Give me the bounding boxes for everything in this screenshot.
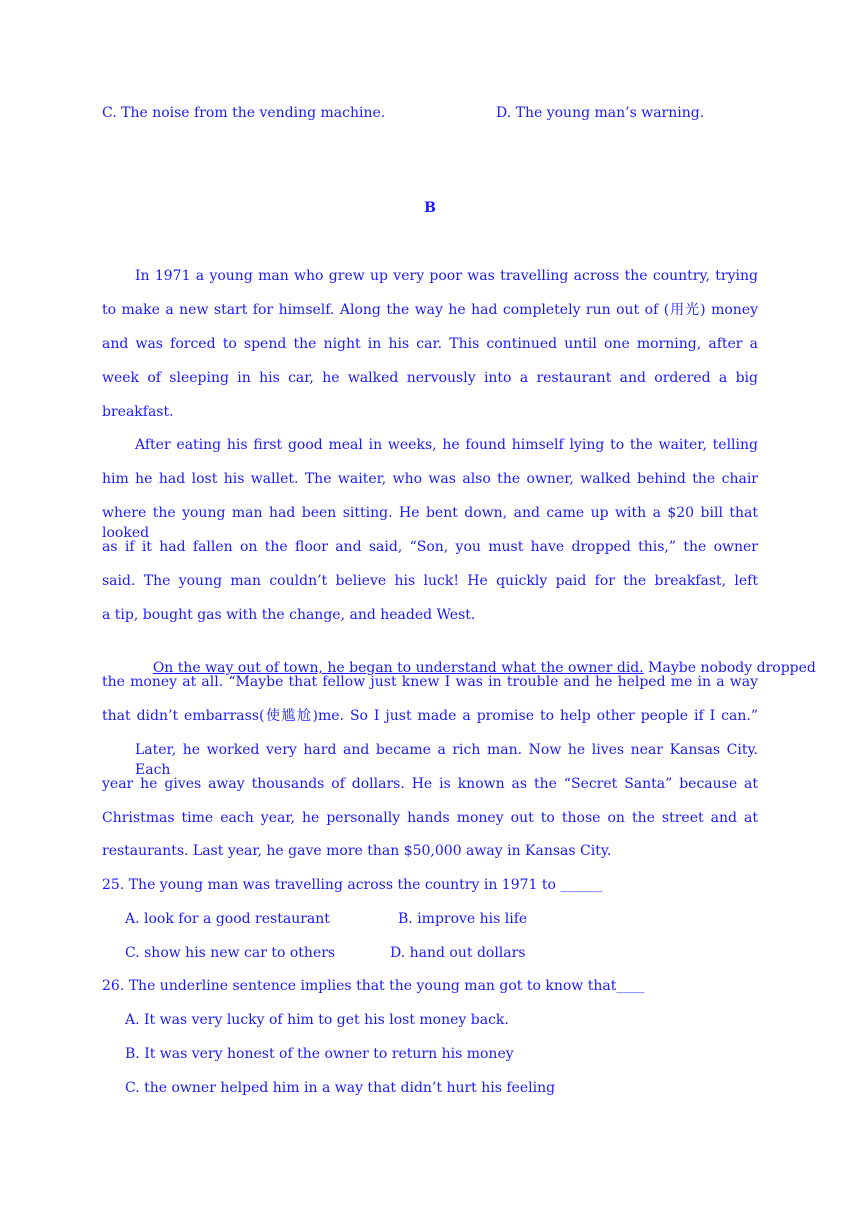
- paragraph-line: where the young man had been sitting. He bent down, and came up with a $20 bill that looked: [102, 505, 758, 541]
- answer-option-b: B. It was very honest of the owner to return his money: [125, 1046, 514, 1062]
- paragraph-line: to make a new start for himself. Along the way he had completely run out of (用光) money: [102, 302, 758, 318]
- option-d: D. The young man’s warning.: [496, 105, 705, 121]
- underlined-sentence: On the way out of town, he began to understand what the owner did.: [152, 660, 644, 676]
- paragraph-line: as if it had fallen on the floor and said, “Son, you must have dropped this,” the owner: [102, 539, 758, 555]
- paragraph-line: Christmas time each year, he personally hands money out to those on the street and at: [102, 810, 758, 826]
- paragraph-line: year he gives away thousands of dollars. He is known as the “Secret Santa” because at: [102, 776, 758, 792]
- paragraph-line: and was forced to spend the night in his car. This continued until one morning, after a: [102, 336, 758, 352]
- section-title: B: [424, 200, 436, 216]
- paragraph-line: In 1971 a young man who grew up very poor was travelling across the country, trying: [135, 268, 758, 284]
- paragraph-line: that didn’t embarrass(使尴尬)me. So I just made a promise to help other people if I can.”: [102, 708, 758, 724]
- answer-option-d: D. hand out dollars: [390, 945, 526, 961]
- paragraph-line: Later, he worked very hard and became a rich man. Now he lives near Kansas City. Each: [135, 742, 758, 778]
- paragraph-line: breakfast.: [102, 404, 174, 420]
- paragraph-line: the money at all. “Maybe that fellow just knew I was in trouble and he helped me in a way: [102, 674, 758, 690]
- sentence-rest: Maybe nobody dropped: [643, 660, 816, 676]
- paragraph-line: week of sleeping in his car, he walked nervously into a restaurant and ordered a big: [102, 370, 758, 386]
- answer-option-c: C. show his new car to others: [125, 945, 336, 961]
- option-c: C. The noise from the vending machine.: [102, 105, 386, 121]
- paragraph-line: him he had lost his wallet. The waiter, who was also the owner, walked behind the chair: [102, 471, 758, 487]
- answer-option-a: A. look for a good restaurant: [125, 911, 330, 927]
- paragraph-line: a tip, bought gas with the change, and headed West.: [102, 607, 476, 623]
- question-stem: 25. The young man was travelling across the country in 1971 to ______: [102, 877, 603, 893]
- answer-option-b: B. improve his life: [398, 911, 528, 927]
- paragraph-line: restaurants. Last year, he gave more than $50,000 away in Kansas City.: [102, 843, 612, 859]
- answer-option-a: A. It was very lucky of him to get his lost money back.: [125, 1012, 509, 1028]
- paragraph-line: After eating his first good meal in weeks, he found himself lying to the waiter, telling: [135, 437, 758, 453]
- paragraph-line: said. The young man couldn’t believe his luck! He quickly paid for the breakfast, left: [102, 573, 758, 589]
- question-stem: 26. The underline sentence implies that the young man got to know that____: [102, 978, 645, 994]
- answer-option-c: C. the owner helped him in a way that didn’t hurt his feeling: [125, 1080, 556, 1096]
